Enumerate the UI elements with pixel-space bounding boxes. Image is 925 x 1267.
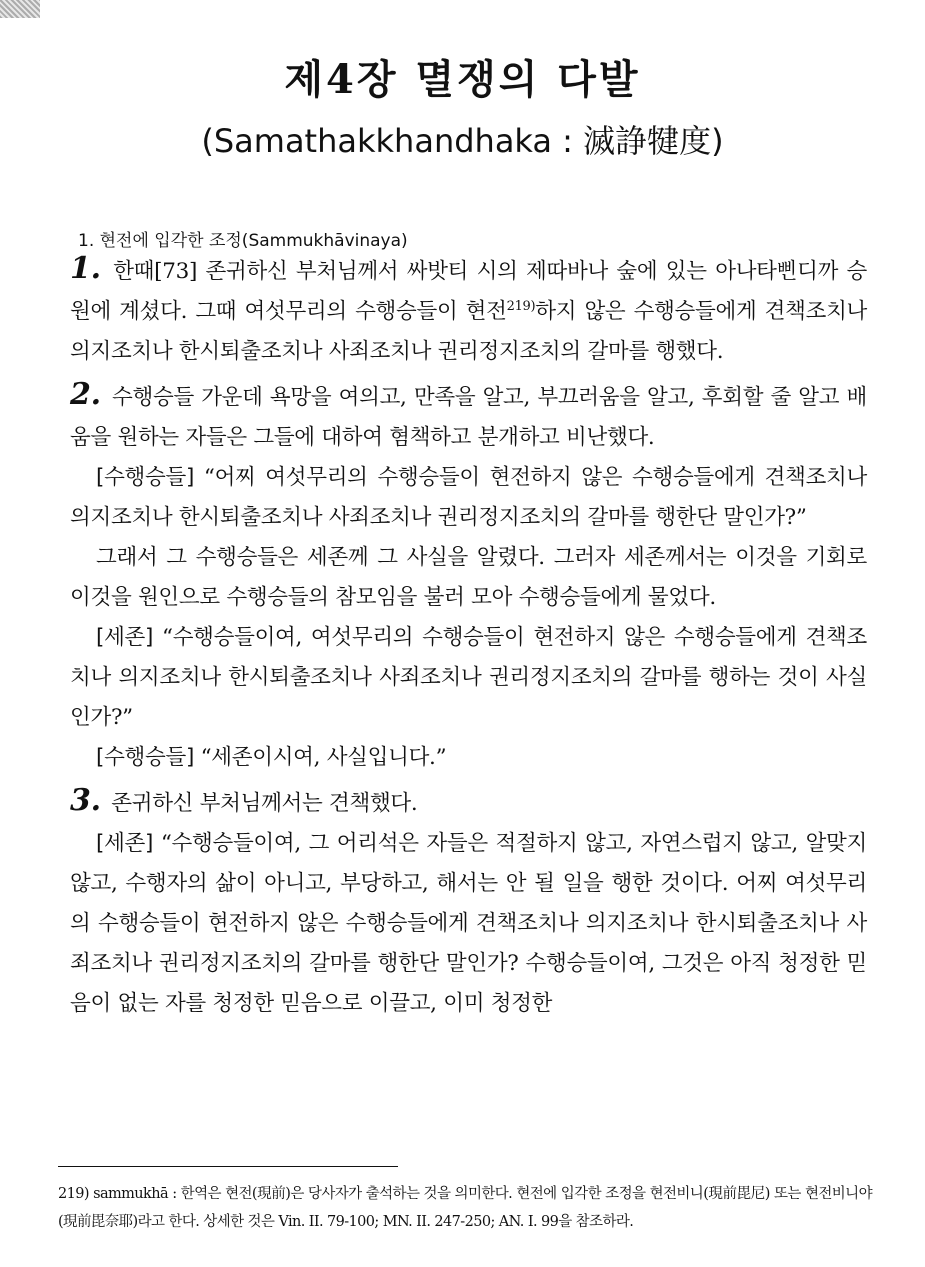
paragraph-2: 2. 수행승들 가운데 욕망을 여의고, 만족을 알고, 부끄러움을 알고, 후회할 줄 알고 배움을 원하는 자들은 그들에 대하여 혐책하고 분개하고 비난했다.	[70, 377, 867, 450]
dialogue-line: [수행승들] “어찌 여섯무리의 수행승들이 현전하지 않은 수행승들에게 견책조치나 의지조치나 한시퇴출조치나 사죄조치나 권리정지조치의 갈마를 행한단 말인가?”	[70, 465, 867, 530]
narrative-line: 그래서 그 수행승들은 세존께 그 사실을 알렸다. 그러자 세존께서는 이것을 기회로 이것을 원인으로 수행승들의 참모임을 불러 모아 수행승들에게 물었다.	[70, 545, 867, 610]
dialogue-line: [세존] “수행승들이여, 그 어리석은 자들은 적절하지 않고, 자연스럽지 않고, 알맞지 않고, 수행자의 삶이 아니고, 부당하고, 해서는 안 될 일을 행한 것이다. 어찌 여섯무리의 수행승들이 현전하지 않은 수행승들에게 견책조치나 의지조치나 한시퇴출조치나 사죄조치나 권리정지조치의 갈마를 행한단 말인가? 수행승들이여, 그것은 아직 청정한 믿음이 없는 자를 청정한 믿음으로 이끌고, 이미 청정한	[70, 831, 867, 1016]
dialogue-line: [수행승들] “세존이시여, 사실입니다.”	[96, 745, 447, 770]
chapter-title: 제4장 멸쟁의 다발	[284, 56, 641, 103]
speaker-label: [세존]	[96, 831, 154, 856]
dialogue-line: [세존] “수행승들이여, 여섯무리의 수행승들이 현전하지 않은 수행승들에게 견책조치나 의지조치나 한시퇴출조치나 사죄조치나 권리정지조치의 갈마를 행하는 것이 사실인가?”	[70, 625, 867, 730]
speaker-label: [수행승들]	[96, 745, 195, 770]
speaker-label: [수행승들]	[96, 465, 195, 490]
body-text	[70, 252, 867, 1024]
paragraph-3: 3. 존귀하신 부처님께서는 견책했다.	[70, 783, 418, 818]
paragraph-1: 1. 한때[73] 존귀하신 부처님께서 싸밧티 시의 제따바나 숲에 있는 아나타삔디까 승원에 계셨다. 그때 여섯무리의 수행승들이 현전$^{219)}$하지 않은 수행승들에게 견책조치나 의지조치나 한시퇴출조치나 사죄조치나 권리정지조치의 갈마를 행했다.	[70, 251, 868, 364]
section-heading: 1. 현전에 입각한 조정(Sammukhāvinaya)	[78, 231, 408, 251]
scan-corner-mark	[0, 0, 40, 18]
footnote: 219) sammukhā : 한역은 현전(現前)은 당사자가 출석하는 것을 의미한다. 현전에 입각한 조정을 현전비니(現前毘尼) 또는 현전비니야(現前毘奈耶)라고 한다. 상세한 것은 Vin. II. 79-100; MN. II. 247-250; AN. I. 99을 참조하라.	[58, 1186, 872, 1230]
paragraph-number: 3.	[70, 783, 101, 818]
speaker-label: [세존]	[96, 625, 154, 650]
paragraph-number: 1.	[70, 251, 101, 286]
footnote-reference[interactable]: 219)	[506, 298, 536, 314]
footnote-divider	[58, 1166, 398, 1167]
paragraph-number: 2.	[70, 377, 101, 412]
chapter-subtitle: (Samathakkhandhaka : 滅諍犍度)	[201, 122, 724, 160]
